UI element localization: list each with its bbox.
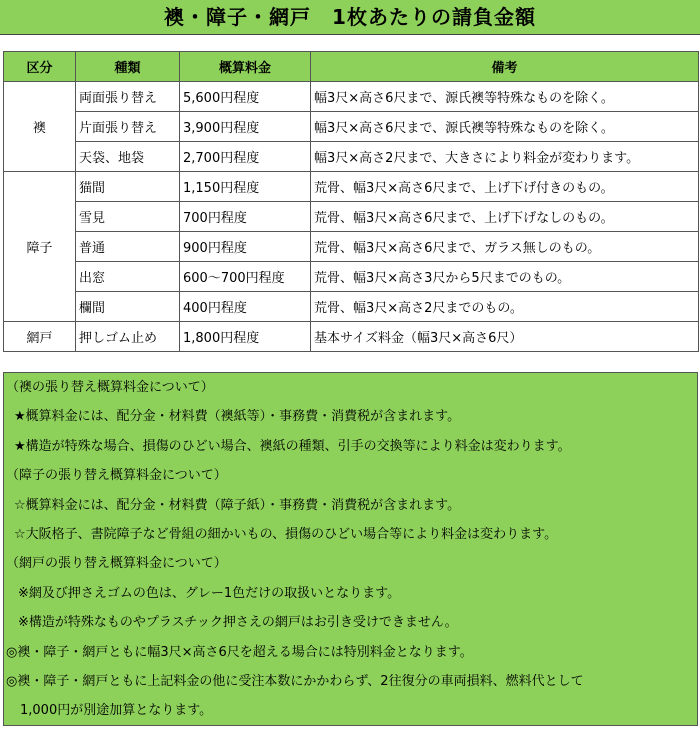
table-row — [4, 262, 699, 292]
note-line: ☆概算料金には、配分金・材料費（障子紙）・事務費・消費税が含まれます。 — [14, 497, 461, 513]
remarks-cell: 幅3尺×高さ6尺まで、源氏襖等特殊なものを除く。 — [311, 112, 699, 142]
header-remarks: 備考 — [311, 52, 699, 82]
remarks-cell: 荒骨、幅3尺×高さ6尺まで、上げ下げ付きのもの。 — [311, 172, 699, 202]
table-row — [4, 322, 699, 352]
header-price: 概算料金 — [180, 52, 311, 82]
table-row — [4, 112, 699, 142]
table-row — [4, 292, 699, 322]
remarks-cell: 幅3尺×高さ2尺まで、大きさにより料金が変わります。 — [311, 142, 699, 172]
table-row — [4, 202, 699, 232]
table-header-row — [4, 52, 699, 82]
table-row — [4, 172, 699, 202]
type-cell: 欄間 — [76, 292, 180, 322]
price-cell: 1,800円程度 — [180, 322, 311, 352]
type-cell: 猫間 — [76, 172, 180, 202]
remarks-cell: 荒骨、幅3尺×高さ2尺までのもの。 — [311, 292, 699, 322]
category-cell: 障子 — [4, 172, 76, 322]
price-cell: 700円程度 — [180, 202, 311, 232]
price-cell: 1,150円程度 — [180, 172, 311, 202]
type-cell: 押しゴム止め — [76, 322, 180, 352]
header-category: 区分 — [4, 52, 76, 82]
note-line: ◎襖・障子・網戸ともに上記料金の他に受注本数にかかわらず、2往復分の車両損料、燃料代として — [6, 673, 584, 689]
table-row — [4, 142, 699, 172]
category-cell: 襖 — [4, 82, 76, 172]
price-cell: 900円程度 — [180, 232, 311, 262]
type-cell: 片面張り替え — [76, 112, 180, 142]
note-line: ※構造が特殊なものやプラスチック押さえの網戸はお引き受けできません。 — [18, 615, 458, 631]
price-cell: 600～700円程度 — [180, 262, 311, 292]
remarks-cell: 基本サイズ料金（幅3尺×高さ6尺） — [311, 322, 699, 352]
type-cell: 雪見 — [76, 202, 180, 232]
note-line: ★構造が特殊な場合、損傷のひどい場合、襖紙の種類、引手の交換等により料金は変わります。 — [14, 438, 571, 454]
note-line: ★概算料金には、配分金・材料費（襖紙等）・事務費・消費税が含まれます。 — [14, 409, 461, 425]
notes-panel — [3, 372, 698, 726]
note-line: （襖の張り替え概算料金について） — [6, 380, 214, 395]
header-type: 種類 — [76, 52, 180, 82]
remarks-cell: 荒骨、幅3尺×高さ3尺から5尺までのもの。 — [311, 262, 699, 292]
remarks-cell: 荒骨、幅3尺×高さ6尺まで、ガラス無しのもの。 — [311, 232, 699, 262]
note-line: ※網及び押さえゴムの色は、グレー1色だけの取扱いとなります。 — [18, 585, 401, 601]
table-row — [4, 232, 699, 262]
type-cell: 天袋、地袋 — [76, 142, 180, 172]
price-cell: 400円程度 — [180, 292, 311, 322]
page-title: 襖・障子・網戸 1枚あたりの請負金額 — [0, 0, 700, 35]
type-cell: 両面張り替え — [76, 82, 180, 112]
note-line: （障子の張り替え概算料金について） — [6, 468, 227, 484]
note-line: ◎襖・障子・網戸ともに幅3尺×高さ6尺を超える場合には特別料金となります。 — [6, 644, 473, 660]
price-table — [3, 51, 699, 352]
remarks-cell: 幅3尺×高さ6尺まで、源氏襖等特殊なものを除く。 — [311, 82, 699, 112]
note-line: （網戸の張り替え概算料金について） — [6, 556, 227, 572]
remarks-cell: 荒骨、幅3尺×高さ6尺まで、上げ下げなしのもの。 — [311, 202, 699, 232]
price-cell: 3,900円程度 — [180, 112, 311, 142]
note-line: 1,000円が別途加算となります。 — [20, 703, 213, 719]
type-cell: 出窓 — [76, 262, 180, 292]
type-cell: 普通 — [76, 232, 180, 262]
category-cell: 網戸 — [4, 322, 76, 352]
table-row — [4, 82, 699, 112]
note-line: ☆大阪格子、書院障子など骨組の細かいもの、損傷のひどい場合等により料金は変わります。 — [14, 526, 558, 542]
price-cell: 2,700円程度 — [180, 142, 311, 172]
price-cell: 5,600円程度 — [180, 82, 311, 112]
